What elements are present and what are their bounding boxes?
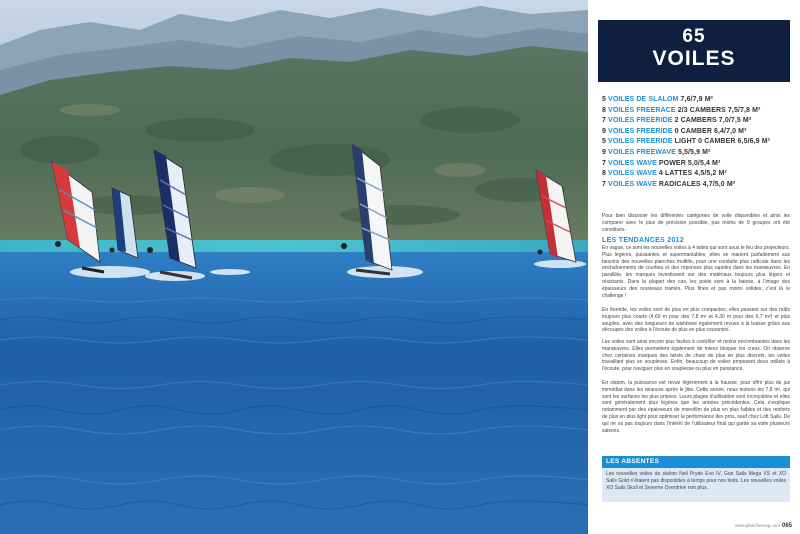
trends-heading: LES TENDANCES 2012 [602, 237, 685, 244]
title-box [598, 20, 790, 82]
trends-freeride-paragraph-2: Les voiles sont ainsi encore plus faciles à contrôler et moins encombrantes dans les manœuvres. Elles permettent également de mieux bloquer les creux. On observe chez certaines marques des twists de chute de plus en plus discrets, les voiles travaillant plus en souplesse. Enfin, beaucoup de voiles proposent deux œillets à l’écoute, pour naviguer plus en souplesse ou plus en puissance. [602, 339, 790, 373]
sail-category-list [602, 95, 792, 190]
title-word: VOILES [652, 47, 736, 70]
page-footer [735, 523, 792, 529]
absent-box [602, 456, 790, 502]
trends-freeride-paragraph: En freeride, les voiles sont de plus en plus compactes, elles passent sur des mâts toujours plus courts (4,60 m pour des 7,8 m² et 4,30 m pour des 6,7 m²) et plus souples, avec des longueurs de wishbone également revues à la baisse grâce aux découpes des voiles à l’écoute de plus en plus courantes. [602, 307, 790, 334]
list-item: 9 VOILES FREERIDE 0 CAMBER 6,4/7,0 M² [602, 127, 747, 135]
list-item: 9 VOILES FREEWAVE 5,5/5,9 M² [602, 148, 711, 156]
trends-wave-paragraph: En vague, ce sont les nouvelles voiles à 4 lattes qui sont sous le feu des projecteurs. Plus légères, puissantes et supermaniables, elles se marient parfaitement aux besoins des nouvelles planches multifin, pour une conduite plus radicale dans les enchaînements de courbes et des réponses plus rapides dans les manœuvres. En parallèle, les marques investissent sur des matériaux toujours plus légers et résistants. Dans la plupart des cas, les poids sont à la baisse, à l’image des épaisseurs des nouveaux tramés. Plus fines et pas moins solides, c’est là le challenge ! [602, 245, 790, 299]
title-count: 65 [682, 26, 706, 47]
list-item: 8 VOILES FREERACE 2/3 CAMBERS 7,5/7,8 M² [602, 106, 761, 114]
trends-slalom-paragraph: En slalom, la puissance est revue légèrement à la hausse, pour offrir plus de jus immédiat dans les relances après le jibe. Cette année, nous testons les 7,8 m², qui sont les surfaces les plus prisées. Leurs plages d’utilisation sont incroyables et elles sont généralement plus légères que les années précédentes. Cela s’explique notamment par des épaisseurs de monofilm de plus en plus faibles et des renforts de plus en plus light pour optimiser la performance des pros, sauf chez Loft Sails. De qui ne va pas toujours dans l’intérêt de l’utilisateur final qui garde sa voile plusieurs saisons. [602, 380, 791, 434]
list-item: 8 VOILES WAVE 4 LATTES 4,5/5,2 M² [602, 170, 727, 178]
intro-paragraph: Pour bien dissocier les différentes catégories de voile disponibles et ainsi les comparer avec le plus de précision possible, pas moins de 9 groupes ont été constitués. [602, 213, 790, 233]
list-item: 5 VOILES FREERIDE LIGHT 0 CAMBER 6,5/6,9 M² [602, 138, 771, 146]
list-item: 5 VOILES DE SLALOM 7,6/7,9 M² [602, 96, 714, 103]
absent-text: Les nouvelles voiles de slalom Neil Pryde Evo IV, Gun Sails Mega XS et XO Sails Gold n’étaient pas disponibles à temps pour nos tests. Les nouvelles voiles XO Sails Skull et Severne Overdrive non plus. [606, 471, 786, 491]
page-number: 065 [781, 523, 792, 529]
absent-heading: LES ABSENTES [602, 456, 790, 468]
footer-url: www.planchemag.com [734, 523, 780, 528]
article-page [588, 0, 800, 534]
list-item: 7 VOILES WAVE POWER 5,0/5,4 M² [602, 159, 721, 167]
list-item: 7 VOILES WAVE RADICALES 4,7/5,0 M² [602, 180, 736, 188]
list-item: 7 VOILES FREERIDE 2 CAMBERS 7,0/7,5 M² [602, 117, 752, 125]
